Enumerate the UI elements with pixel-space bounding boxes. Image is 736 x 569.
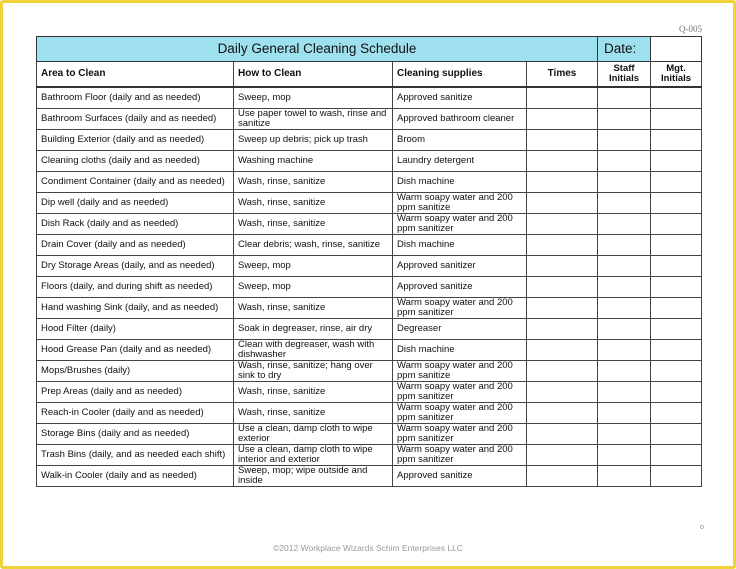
times-field[interactable]	[527, 193, 598, 214]
table-row	[37, 256, 702, 277]
how-cell: Wash, rinse, sanitize	[234, 172, 393, 193]
supplies-cell: Approved sanitizer	[393, 256, 527, 277]
table-row	[37, 235, 702, 256]
times-field[interactable]	[527, 256, 598, 277]
table-row	[37, 361, 702, 382]
how-cell: Soak in degreaser, rinse, air dry	[234, 319, 393, 340]
how-cell: Clean with degreaser, wash with dishwasher	[234, 340, 393, 361]
times-field[interactable]	[527, 445, 598, 466]
area-cell: Walk-in Cooler (daily and as needed)	[37, 466, 234, 487]
times-field[interactable]	[527, 214, 598, 235]
table-row	[37, 382, 702, 403]
area-cell: Bathroom Surfaces (daily and as needed)	[37, 109, 234, 130]
mgt-initials-field[interactable]	[651, 193, 702, 214]
times-field[interactable]	[527, 151, 598, 172]
how-cell: Wash, rinse, sanitize	[234, 298, 393, 319]
staff-initials-field[interactable]	[598, 256, 651, 277]
mgt-initials-field[interactable]	[651, 424, 702, 445]
area-cell: Storage Bins (daily and as needed)	[37, 424, 234, 445]
area-cell: Hood Filter (daily)	[37, 319, 234, 340]
table-row	[37, 298, 702, 319]
area-cell: Dry Storage Areas (daily, and as needed)	[37, 256, 234, 277]
supplies-cell: Warm soapy water and 200 ppm sanitize	[393, 193, 527, 214]
staff-initials-field[interactable]	[598, 193, 651, 214]
times-field[interactable]	[527, 424, 598, 445]
mgt-initials-field[interactable]	[651, 277, 702, 298]
supplies-cell: Warm soapy water and 200 ppm sanitizer	[393, 382, 527, 403]
how-cell: Washing machine	[234, 151, 393, 172]
supplies-cell: Approved bathroom cleaner	[393, 109, 527, 130]
mgt-initials-field[interactable]	[651, 298, 702, 319]
area-cell: Dip well (daily and as needed)	[37, 193, 234, 214]
times-field[interactable]	[527, 319, 598, 340]
staff-initials-field[interactable]	[598, 130, 651, 151]
mgt-initials-field[interactable]	[651, 382, 702, 403]
area-cell: Hood Grease Pan (daily and as needed)	[37, 340, 234, 361]
copyright-footer: ©2012 Workplace Wizards Schim Enterprises LLC	[273, 543, 463, 553]
how-cell: Sweep up debris; pick up trash	[234, 130, 393, 151]
date-label: Date:	[598, 37, 651, 62]
times-field[interactable]	[527, 382, 598, 403]
table-row	[37, 87, 702, 109]
how-cell: Use a clean, damp cloth to wipe interior and exterior	[234, 445, 393, 466]
header-area: Area to Clean	[37, 62, 234, 88]
staff-initials-field[interactable]	[598, 466, 651, 487]
area-cell: Condiment Container (daily and as needed)	[37, 172, 234, 193]
date-field[interactable]	[651, 37, 702, 62]
supplies-cell: Warm soapy water and 200 ppm sanitizer	[393, 214, 527, 235]
column-header-row	[37, 62, 702, 88]
staff-initials-field[interactable]	[598, 382, 651, 403]
supplies-cell: Warm soapy water and 200 ppm sanitizer	[393, 424, 527, 445]
times-field[interactable]	[527, 87, 598, 109]
title-row	[37, 37, 702, 62]
times-field[interactable]	[527, 466, 598, 487]
supplies-cell: Laundry detergent	[393, 151, 527, 172]
area-cell: Prep Areas (daily and as needed)	[37, 382, 234, 403]
area-cell: Floors (daily, and during shift as needed)	[37, 277, 234, 298]
mgt-initials-field[interactable]	[651, 466, 702, 487]
staff-initials-field[interactable]	[598, 445, 651, 466]
times-field[interactable]	[527, 361, 598, 382]
supplies-cell: Broom	[393, 130, 527, 151]
mgt-initials-field[interactable]	[651, 235, 702, 256]
staff-initials-field[interactable]	[598, 214, 651, 235]
staff-initials-field[interactable]	[598, 319, 651, 340]
area-cell: Hand washing Sink (daily, and as needed)	[37, 298, 234, 319]
how-cell: Wash, rinse, sanitize	[234, 214, 393, 235]
how-cell: Sweep, mop; wipe outside and inside	[234, 466, 393, 487]
staff-initials-field[interactable]	[598, 277, 651, 298]
supplies-cell: Approved sanitize	[393, 277, 527, 298]
times-field[interactable]	[527, 403, 598, 424]
table-row	[37, 193, 702, 214]
mgt-initials-field[interactable]	[651, 361, 702, 382]
cleaning-schedule-table	[36, 36, 702, 487]
area-cell: Trash Bins (daily, and as needed each shift)	[37, 445, 234, 466]
how-cell: Sweep, mop	[234, 256, 393, 277]
table-row	[37, 214, 702, 235]
supplies-cell: Dish machine	[393, 235, 527, 256]
table-row	[37, 172, 702, 193]
staff-initials-field[interactable]	[598, 109, 651, 130]
how-cell: Wash, rinse, sanitize	[234, 403, 393, 424]
mgt-initials-field[interactable]	[651, 256, 702, 277]
how-cell: Sweep, mop	[234, 87, 393, 109]
times-field[interactable]	[527, 130, 598, 151]
staff-initials-field[interactable]	[598, 235, 651, 256]
supplies-cell: Dish machine	[393, 172, 527, 193]
staff-initials-field[interactable]	[598, 403, 651, 424]
table-row	[37, 466, 702, 487]
table-row	[37, 319, 702, 340]
table-row	[37, 130, 702, 151]
corner-mark: o	[700, 524, 704, 531]
header-staff-initials: Staff Initials	[598, 62, 651, 88]
staff-initials-field[interactable]	[598, 340, 651, 361]
times-field[interactable]	[527, 109, 598, 130]
area-cell: Mops/Brushes (daily)	[37, 361, 234, 382]
table-row	[37, 151, 702, 172]
mgt-initials-field[interactable]	[651, 319, 702, 340]
area-cell: Drain Cover (daily and as needed)	[37, 235, 234, 256]
mgt-initials-field[interactable]	[651, 87, 702, 109]
mgt-initials-field[interactable]	[651, 403, 702, 424]
schedule-body	[37, 87, 702, 487]
area-cell: Cleaning cloths (daily and as needed)	[37, 151, 234, 172]
staff-initials-field[interactable]	[598, 151, 651, 172]
how-cell: Use a clean, damp cloth to wipe exterior	[234, 424, 393, 445]
how-cell: Clear debris; wash, rinse, sanitize	[234, 235, 393, 256]
staff-initials-field[interactable]	[598, 87, 651, 109]
mgt-initials-field[interactable]	[651, 130, 702, 151]
supplies-cell: Approved sanitize	[393, 87, 527, 109]
supplies-cell: Degreaser	[393, 319, 527, 340]
table-row	[37, 109, 702, 130]
how-cell: Sweep, mop	[234, 277, 393, 298]
times-field[interactable]	[527, 340, 598, 361]
mgt-initials-field[interactable]	[651, 109, 702, 130]
mgt-initials-field[interactable]	[651, 151, 702, 172]
header-times: Times	[527, 62, 598, 88]
staff-initials-field[interactable]	[598, 172, 651, 193]
times-field[interactable]	[527, 235, 598, 256]
mgt-initials-field[interactable]	[651, 214, 702, 235]
supplies-cell: Warm soapy water and 200 ppm sanitizer	[393, 403, 527, 424]
supplies-cell: Warm soapy water and 200 ppm sanitizer	[393, 298, 527, 319]
how-cell: Wash, rinse, sanitize	[234, 193, 393, 214]
times-field[interactable]	[527, 298, 598, 319]
form-code: Q-005	[679, 24, 702, 34]
table-row	[37, 424, 702, 445]
staff-initials-field[interactable]	[598, 361, 651, 382]
supplies-cell: Dish machine	[393, 340, 527, 361]
supplies-cell: Warm soapy water and 200 ppm sanitize	[393, 361, 527, 382]
mgt-initials-field[interactable]	[651, 445, 702, 466]
supplies-cell: Approved sanitize	[393, 466, 527, 487]
table-row	[37, 403, 702, 424]
staff-initials-field[interactable]	[598, 424, 651, 445]
table-row	[37, 277, 702, 298]
how-cell: Wash, rinse, sanitize; hang over sink to dry	[234, 361, 393, 382]
supplies-cell: Warm soapy water and 200 ppm sanitizer	[393, 445, 527, 466]
table-row	[37, 340, 702, 361]
schedule-title: Daily General Cleaning Schedule	[37, 37, 598, 62]
area-cell: Building Exterior (daily and as needed)	[37, 130, 234, 151]
how-cell: Use paper towel to wash, rinse and sanitize	[234, 109, 393, 130]
area-cell: Reach-in Cooler (daily and as needed)	[37, 403, 234, 424]
header-supplies: Cleaning supplies	[393, 62, 527, 88]
how-cell: Wash, rinse, sanitize	[234, 382, 393, 403]
header-how: How to Clean	[234, 62, 393, 88]
area-cell: Bathroom Floor (daily and as needed)	[37, 87, 234, 109]
table-row	[37, 445, 702, 466]
staff-initials-field[interactable]	[598, 298, 651, 319]
times-field[interactable]	[527, 277, 598, 298]
area-cell: Dish Rack (daily and as needed)	[37, 214, 234, 235]
times-field[interactable]	[527, 172, 598, 193]
mgt-initials-field[interactable]	[651, 172, 702, 193]
header-mgt-initials: Mgt. Initials	[651, 62, 702, 88]
mgt-initials-field[interactable]	[651, 340, 702, 361]
